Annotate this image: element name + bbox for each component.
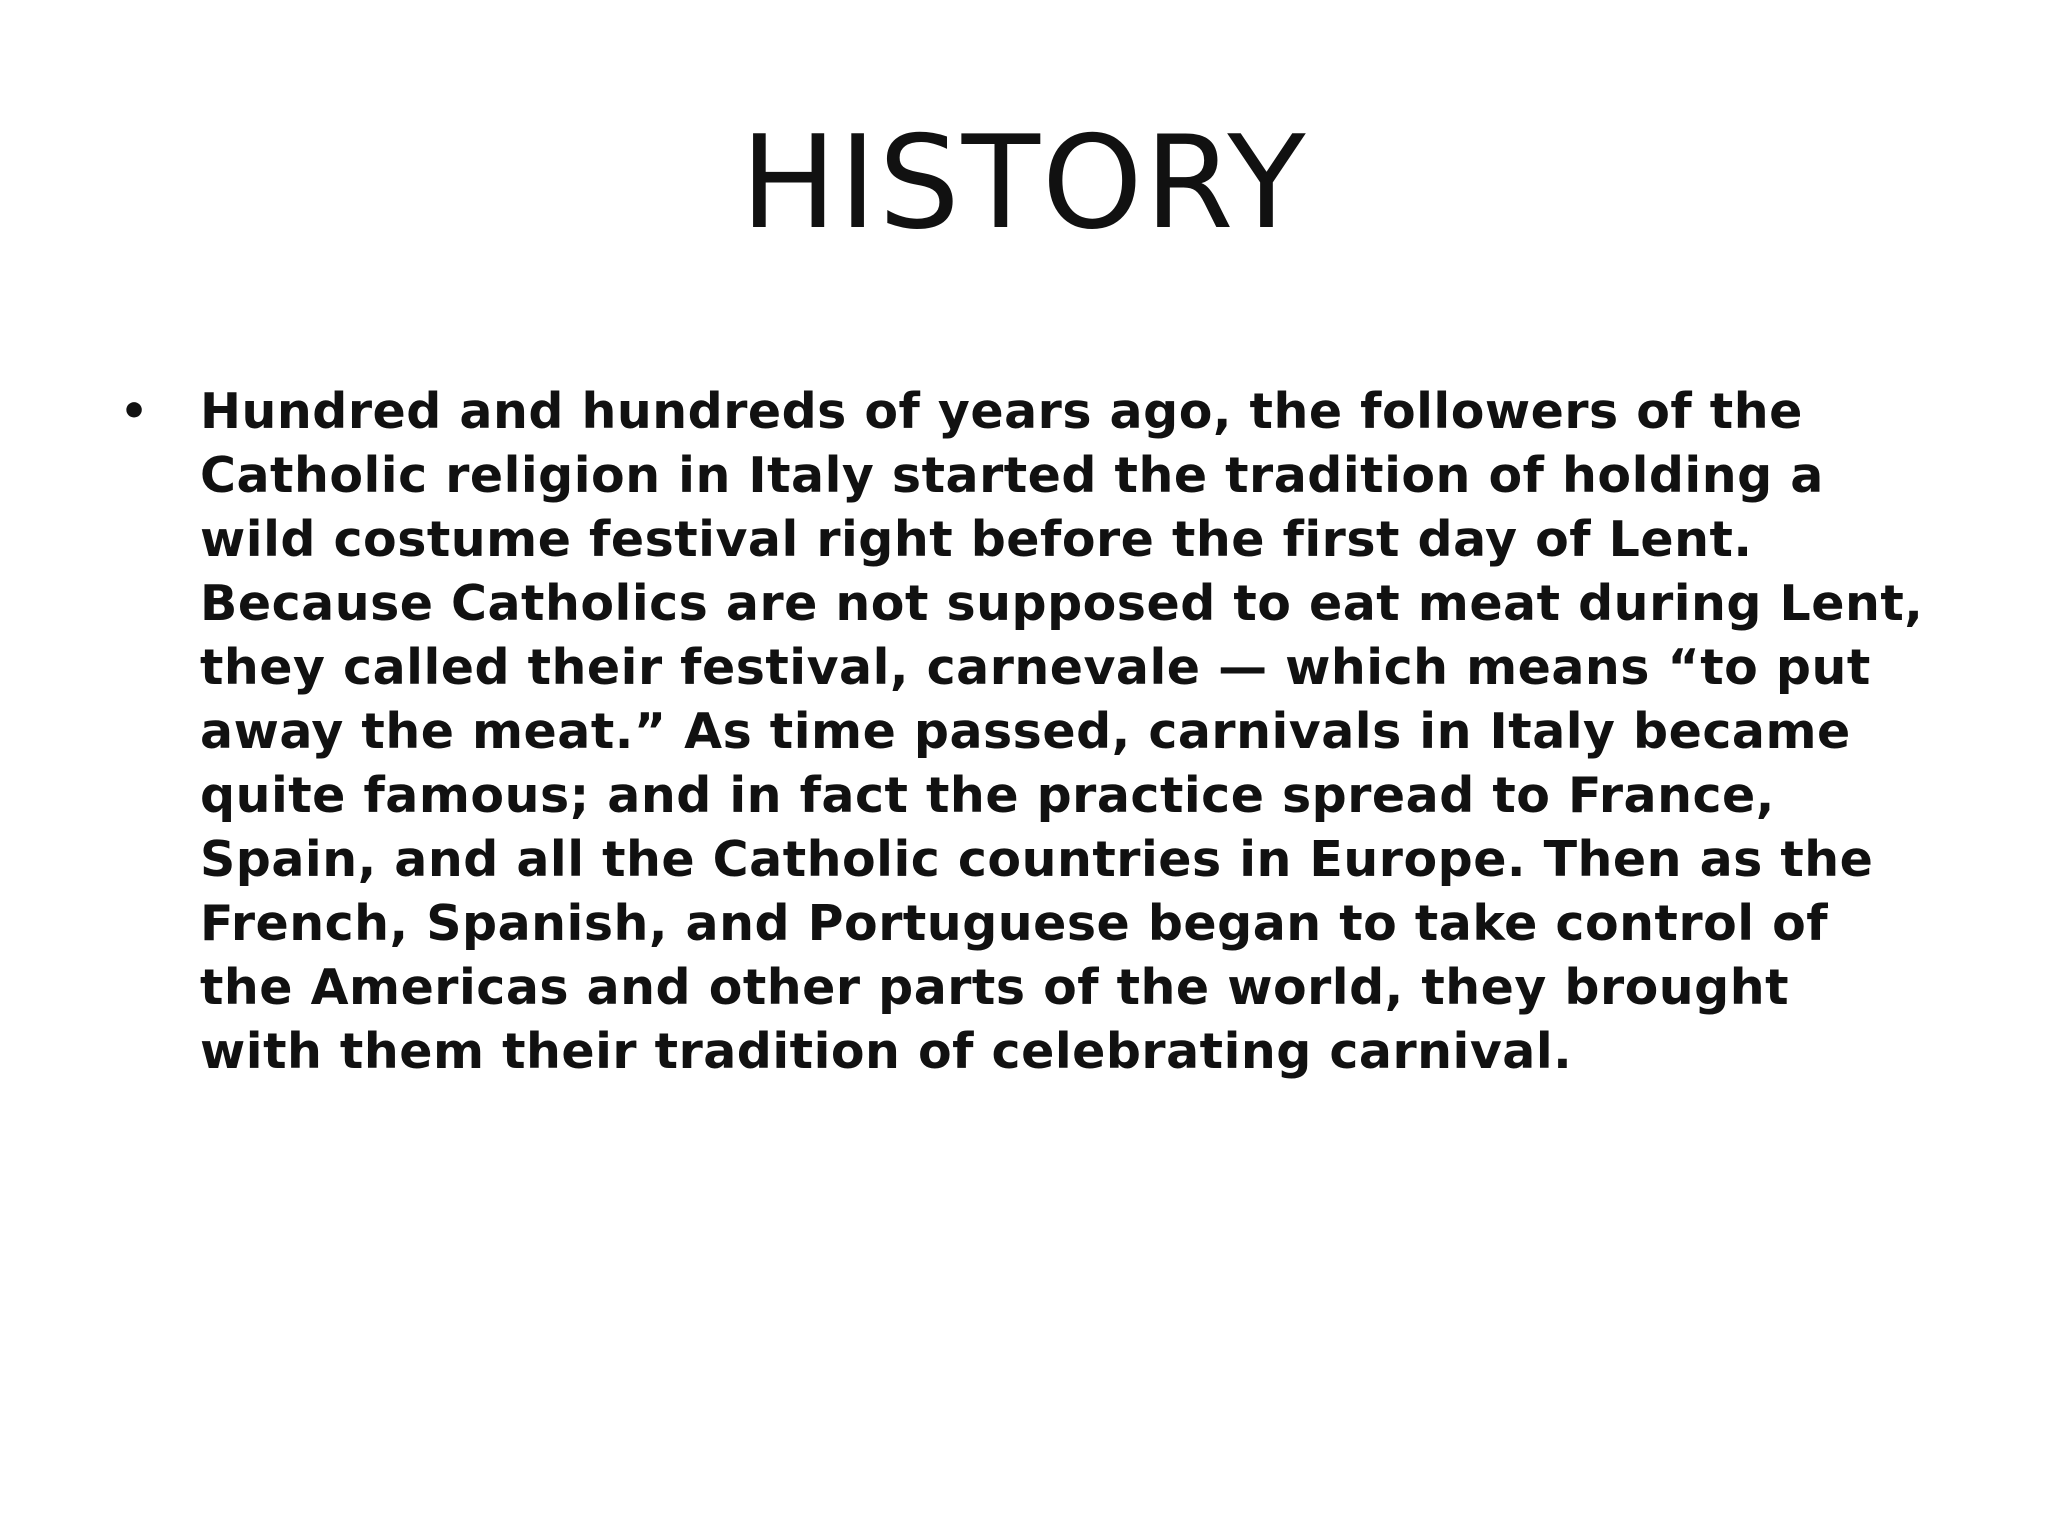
slide-title: HISTORY	[740, 109, 1308, 258]
bullet-text: Hundred and hundreds of years ago, the followers of the Catholic religion in Italy started the tradition of holding a wild costume festival right before the first day of Lent. Because Catholics are not supposed to eat meat during Lent, they called their festival, carnevale — which means “to put away the meat.” As time passed, carnivals in Italy became quite famous; and in fact the practice spread to France, Spain, and all the Catholic countries in Europe. Then as the French, Spanish, and Portuguese began to take control of the Americas and other parts of the world, they brought with them their tradition of celebrating carnival.	[200, 383, 1924, 1080]
bullet-list	[120, 380, 1940, 1084]
bullet-item	[120, 380, 1940, 1084]
bullet-marker: •	[120, 386, 149, 437]
